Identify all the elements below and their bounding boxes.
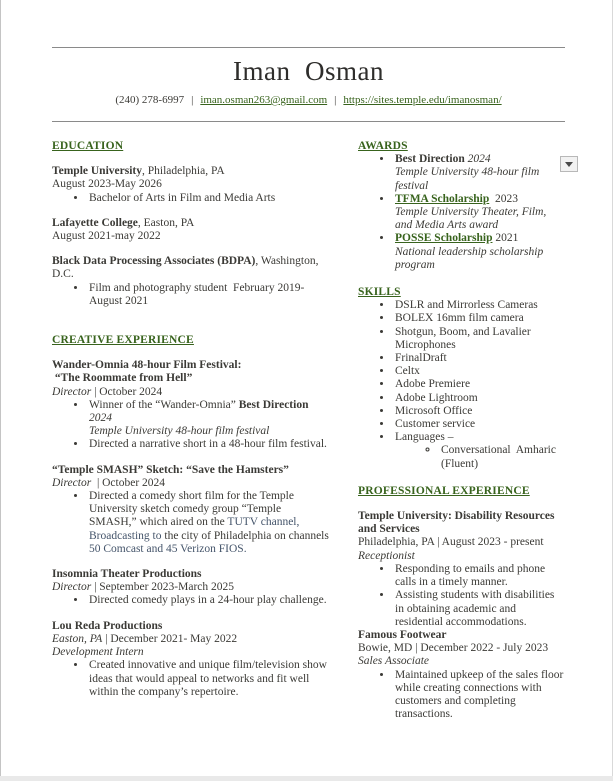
project-subtitle: “The Roommate from Hell” xyxy=(52,372,193,385)
bullet-item: • Directed a narrative short in a 48-hour film festival. xyxy=(87,438,330,451)
bullet-text: the city of Philadelphia on channels xyxy=(161,529,332,542)
skill-item: • Customer service xyxy=(393,418,565,431)
bullet-item: • Assisting students with disabilities in obtaining academic and residential accommodations. xyxy=(393,589,565,629)
location: Easton, PA xyxy=(52,632,103,645)
employer-name: Temple University: Disability Resources and Services xyxy=(358,510,558,536)
award-subtext: Temple University 48-hour film festival xyxy=(395,166,543,192)
skills-list xyxy=(358,299,565,471)
school-name: Temple University xyxy=(52,165,142,178)
award-item xyxy=(393,232,565,272)
award-year: 2021 xyxy=(492,232,519,245)
document-content xyxy=(0,47,613,721)
school-line xyxy=(52,165,330,178)
creative-entry-lou-reda xyxy=(52,620,330,699)
header-bottom-rule xyxy=(52,121,565,122)
awards-section xyxy=(358,140,565,272)
award-title: Best Direction xyxy=(395,153,465,166)
bullet-item: • Directed comedy plays in a 24-hour play challenge. xyxy=(87,594,330,607)
entry-bullets xyxy=(52,594,330,607)
school-name: Lafayette College xyxy=(52,216,138,229)
bullet-item: • Created innovative and unique film/television show ideas that would appeal to networks and fit well within the company’s repertoire. xyxy=(87,659,330,699)
job-title: Receptionist xyxy=(358,549,415,562)
school-line xyxy=(52,255,330,281)
award-name: Best Direction xyxy=(238,398,309,411)
bullet-text: Directed a comedy short film for the Temple University sketch comedy group “Temple SMASH,” which aired on the xyxy=(89,490,297,529)
role-title: Development Intern xyxy=(52,646,144,659)
bullet-item xyxy=(87,490,330,556)
school-location: , Philadelphia, PA xyxy=(141,165,225,178)
highlighted-text: 50 Comcast and 45 Verizon FIOS. xyxy=(89,542,247,555)
creative-experience-section xyxy=(52,334,330,699)
skills-section xyxy=(358,286,565,471)
language-item: ◦ Conversational Amharic (Fluent) xyxy=(439,444,565,470)
award-subtext: Temple University Theater, Film, and Media Arts award xyxy=(395,206,550,232)
project-title: Insomnia Theater Productions xyxy=(52,568,202,581)
job-bullets xyxy=(358,669,565,722)
award-year: 2024 xyxy=(464,153,491,166)
role-title: Director xyxy=(52,476,92,489)
posse-scholarship-link[interactable]: POSSE Scholarship xyxy=(395,232,493,245)
school-dates: August 2023-May 2026 xyxy=(52,178,162,191)
role-dates: | September 2023-March 2025 xyxy=(91,581,235,594)
awards-collapse-dropdown-button[interactable] xyxy=(560,156,578,172)
education-section xyxy=(52,140,330,308)
column-gap xyxy=(330,140,358,721)
phone-number: (240) 278-6997 xyxy=(115,94,185,106)
school-location: , Washington, D.C. xyxy=(52,255,322,281)
professional-experience-section xyxy=(358,485,565,721)
right-column xyxy=(358,140,565,721)
employer-name: Famous Footwear xyxy=(358,628,447,641)
creative-entry-insomnia xyxy=(52,568,330,608)
location-line xyxy=(52,633,330,646)
education-bullets xyxy=(52,192,330,205)
role-dates: | October 2024 xyxy=(91,385,163,398)
bullet-item: • Film and photography student February 2019-August 2021 xyxy=(87,282,330,308)
employer-location-dates: Philadelphia, PA | August 2023 - present xyxy=(358,536,544,549)
caret-down-icon xyxy=(565,162,573,167)
entry-bullets xyxy=(52,490,330,556)
skill-item: • Shotgun, Boom, and Lavalier Microphones xyxy=(393,326,565,352)
entry-bullets xyxy=(52,659,330,699)
education-heading: EDUCATION xyxy=(52,140,124,152)
separator: | xyxy=(334,94,337,106)
job-entry-famous-footwear xyxy=(358,629,565,721)
role-line xyxy=(52,477,330,490)
role-line xyxy=(52,386,330,399)
project-title: Wander-Omnia 48-hour Film Festival: xyxy=(52,359,242,372)
school-line xyxy=(52,217,330,230)
contact-line xyxy=(52,94,565,106)
professional-experience-heading: PROFESSIONAL EXPERIENCE xyxy=(358,484,530,497)
role-line xyxy=(52,581,330,594)
award-year: 2023 xyxy=(489,192,519,205)
page-title: Iman Osman xyxy=(233,56,384,86)
separator: | xyxy=(191,94,194,106)
creative-entry-temple-smash xyxy=(52,464,330,556)
awards-list xyxy=(358,153,565,272)
bullet-item: • Maintained upkeep of the sales floor while creating connections with customers and completing transactions. xyxy=(393,669,565,722)
award-item xyxy=(393,153,565,193)
skill-item: • Adobe Lightroom xyxy=(393,392,565,405)
header-top-rule xyxy=(52,47,565,48)
job-bullets xyxy=(358,563,565,629)
entry-bullets xyxy=(52,399,330,452)
languages-sublist xyxy=(395,444,565,470)
award-subtext: Temple University 48-hour film festival xyxy=(89,425,270,438)
job-entry-temple-drs xyxy=(358,510,565,629)
bullet-item xyxy=(87,399,330,439)
page-left-edge xyxy=(0,0,1,781)
skill-item: • Celtx xyxy=(393,365,565,378)
creative-entry-wander-omnia xyxy=(52,359,330,451)
highlighted-text: TUTV channel, Broadcasting to xyxy=(89,516,303,542)
role-title: Director xyxy=(52,581,92,594)
education-bullets xyxy=(52,282,330,308)
employer-location-dates: Bowie, MD | December 2022 - July 2023 xyxy=(358,642,549,655)
skill-item: • BOLEX 16mm film camera xyxy=(393,312,565,325)
project-title: Lou Reda Productions xyxy=(52,619,163,632)
skill-item xyxy=(393,431,565,471)
school-dates: August 2021-may 2022 xyxy=(52,230,161,243)
project-title: “Temple SMASH” Sketch: “Save the Hamsters” xyxy=(52,463,289,476)
skill-item: • Microsoft Office xyxy=(393,405,565,418)
skills-heading: SKILLS xyxy=(358,286,401,299)
school-name: Black Data Processing Associates (BDPA) xyxy=(52,255,256,268)
left-column xyxy=(52,140,330,721)
website-link[interactable]: https://sites.temple.edu/imanosman/ xyxy=(343,94,502,106)
creative-experience-heading: CREATIVE EXPERIENCE xyxy=(52,334,194,347)
two-column-body xyxy=(52,140,565,721)
award-year: 2024 xyxy=(89,412,112,425)
bullet-text: Winner of the “Wander-Omnia” xyxy=(89,398,239,411)
skill-item: • DSLR and Mirrorless Cameras xyxy=(393,299,565,312)
skill-item: • FrinalDraft xyxy=(393,352,565,365)
school-location: , Easton, PA xyxy=(137,216,195,229)
page-bottom-gap xyxy=(0,776,613,781)
award-item xyxy=(393,193,565,233)
award-subtext: National leadership scholarship program xyxy=(395,245,547,271)
bullet-item: • Bachelor of Arts in Film and Media Arts xyxy=(87,192,330,205)
skill-item: • Adobe Premiere xyxy=(393,378,565,391)
awards-heading: AWARDS xyxy=(358,140,408,152)
job-title: Sales Associate xyxy=(358,655,430,668)
skill-text: Languages – xyxy=(395,431,454,444)
location-dates: | December 2021- May 2022 xyxy=(102,632,238,645)
education-entry xyxy=(52,165,330,205)
role-dates: | October 2024 xyxy=(91,476,166,489)
role-title: Director xyxy=(52,385,92,398)
tfma-scholarship-link[interactable]: TFMA Scholarship xyxy=(395,192,490,205)
education-entry xyxy=(52,217,330,243)
email-link[interactable]: iman.osman263@gmail.com xyxy=(200,94,328,106)
education-entry xyxy=(52,255,330,308)
bullet-item: • Responding to emails and phone calls in a timely manner. xyxy=(393,563,565,589)
